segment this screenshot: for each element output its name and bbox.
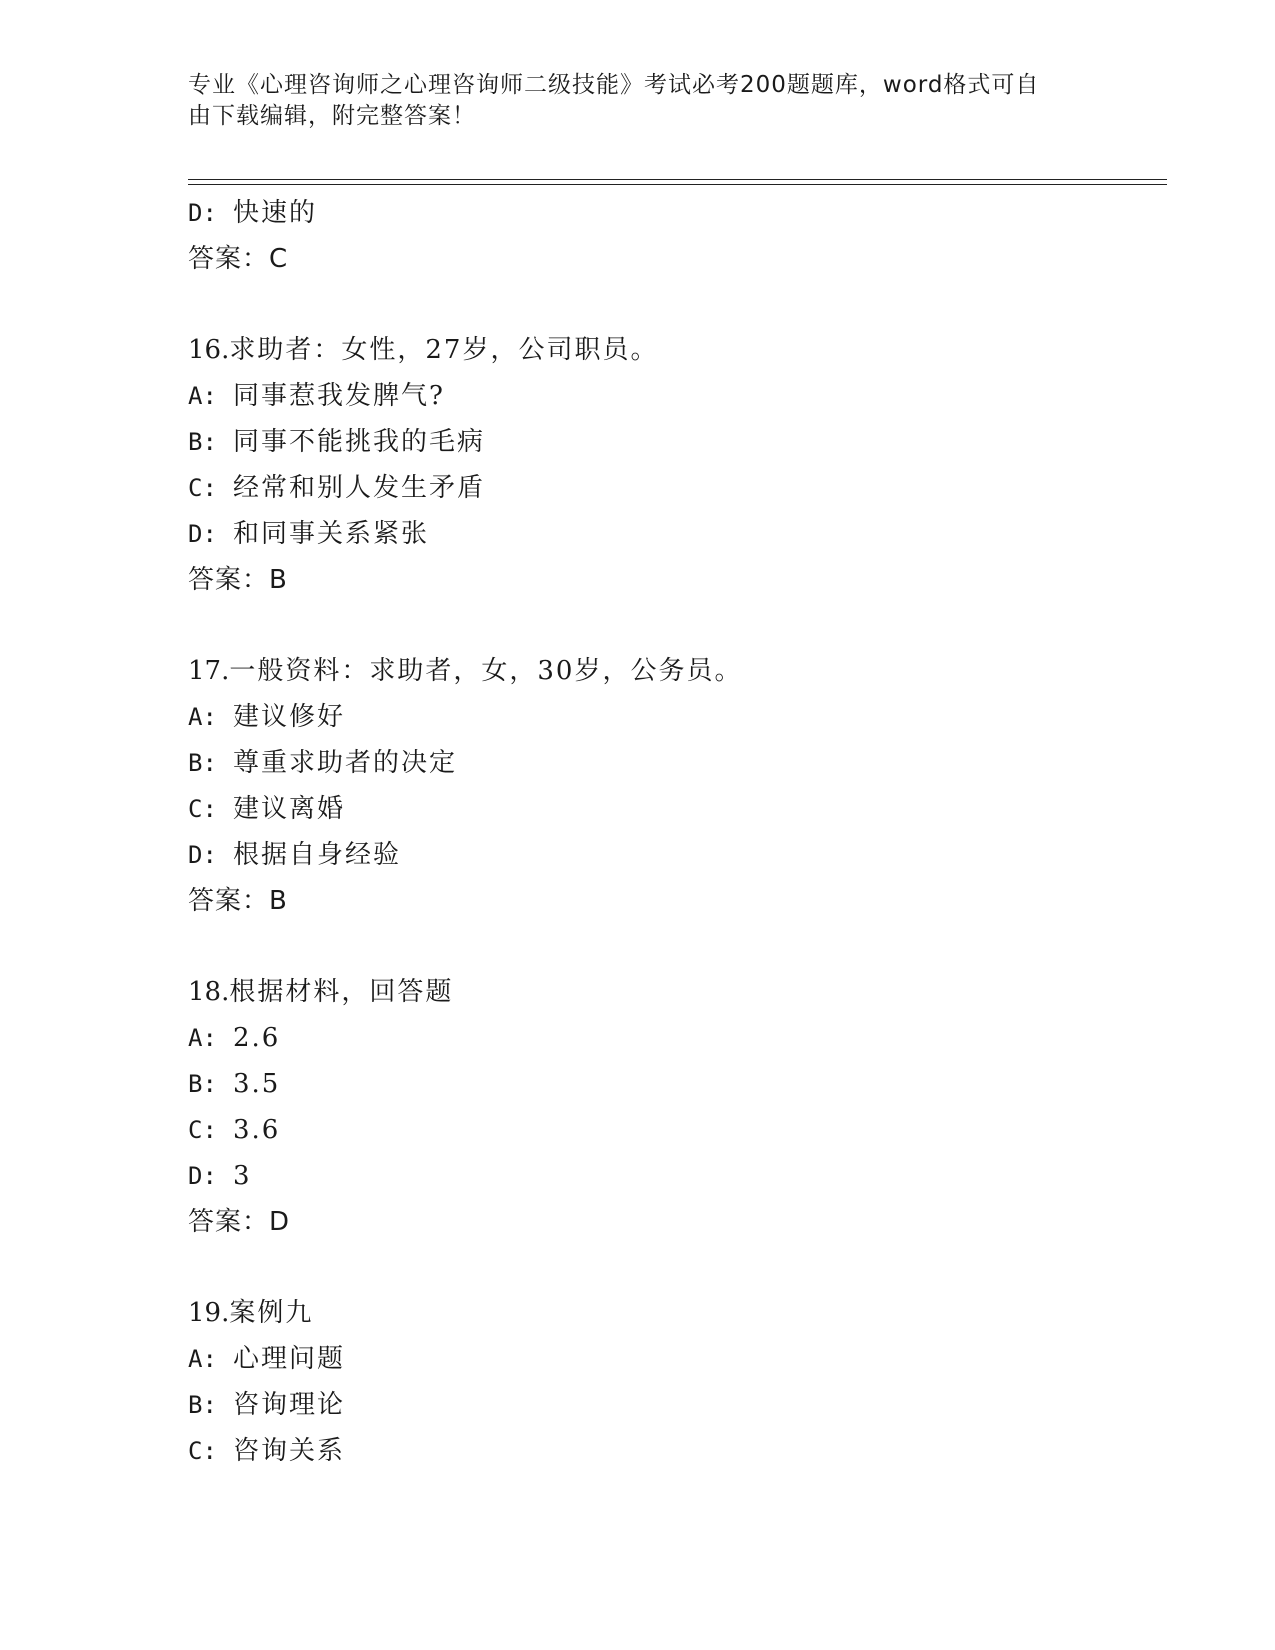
option-d xyxy=(188,190,1168,236)
option-text: 心理问题 xyxy=(233,1344,346,1374)
answer-line: 答案：C xyxy=(188,244,289,274)
option-label: A: xyxy=(188,382,217,410)
spacer xyxy=(188,924,1168,969)
option-c xyxy=(188,1107,1168,1153)
option-label: D: xyxy=(188,1162,217,1190)
option-text: 建议离婚 xyxy=(233,794,346,824)
header-line-2: 由下载编辑，附完整答案！ xyxy=(188,103,476,129)
question-list xyxy=(188,190,1168,1474)
question-text: 根据材料，回答题 xyxy=(229,977,454,1007)
option-label: B: xyxy=(188,749,217,777)
option-text: 和同事关系紧张 xyxy=(233,519,430,549)
question-stem xyxy=(188,327,1168,373)
option-label: B: xyxy=(188,1391,217,1419)
answer-line: 答案：B xyxy=(188,886,288,916)
option-b xyxy=(188,1382,1168,1428)
answer-line: 答案：D xyxy=(188,1207,291,1237)
option-c xyxy=(188,786,1168,832)
option-a xyxy=(188,1336,1168,1382)
option-label: C: xyxy=(188,1437,217,1465)
option-a xyxy=(188,373,1168,419)
option-label: C: xyxy=(188,795,217,823)
option-label: A: xyxy=(188,1345,217,1373)
question-number: 16. xyxy=(188,335,230,365)
option-a xyxy=(188,1015,1168,1061)
option-text: 咨询关系 xyxy=(233,1436,346,1466)
option-b xyxy=(188,419,1168,465)
question-number: 19. xyxy=(188,1298,230,1328)
option-label: C: xyxy=(188,1116,217,1144)
option-label: A: xyxy=(188,1024,217,1052)
option-label: B: xyxy=(188,1070,217,1098)
option-text: 3.5 xyxy=(233,1069,281,1099)
question-block-17 xyxy=(188,648,1168,924)
option-label: B: xyxy=(188,428,217,456)
question-stem xyxy=(188,1290,1168,1336)
question-block-16 xyxy=(188,327,1168,603)
option-label: D: xyxy=(188,841,217,869)
option-label: D: xyxy=(188,520,217,548)
option-text: 经常和别人发生矛盾 xyxy=(233,473,486,503)
option-text: 同事不能挑我的毛病 xyxy=(233,427,486,457)
option-label: A: xyxy=(188,703,217,731)
option-a xyxy=(188,694,1168,740)
option-text: 根据自身经验 xyxy=(233,840,402,870)
option-c xyxy=(188,1428,1168,1474)
question-block-18 xyxy=(188,969,1168,1245)
option-label: C: xyxy=(188,474,217,502)
option-text: 咨询理论 xyxy=(233,1390,346,1420)
option-d xyxy=(188,832,1168,878)
option-text: 3.6 xyxy=(233,1115,281,1145)
option-d xyxy=(188,511,1168,557)
option-text: 同事惹我发脾气? xyxy=(233,381,445,411)
option-text: 建议修好 xyxy=(233,702,346,732)
question-block-15 xyxy=(188,190,1168,282)
option-c xyxy=(188,465,1168,511)
spacer xyxy=(188,603,1168,648)
question-number: 17. xyxy=(188,656,230,686)
question-stem xyxy=(188,648,1168,694)
option-text: 3 xyxy=(233,1161,252,1191)
header-divider-bottom xyxy=(188,184,1167,185)
answer-line: 答案：B xyxy=(188,565,288,595)
option-text: 尊重求助者的决定 xyxy=(233,748,458,778)
question-number: 18. xyxy=(188,977,230,1007)
option-b xyxy=(188,740,1168,786)
option-text: 2.6 xyxy=(233,1023,281,1053)
document-header xyxy=(188,70,1078,132)
option-label: D: xyxy=(188,199,217,227)
header-line-1: 专业《心理咨询师之心理咨询师二级技能》考试必考200题题库，word格式可自 xyxy=(188,72,1040,98)
option-b xyxy=(188,1061,1168,1107)
spacer xyxy=(188,1245,1168,1290)
question-stem xyxy=(188,969,1168,1015)
question-text: 一般资料：求助者，女，30岁，公务员。 xyxy=(229,656,743,686)
question-text: 案例九 xyxy=(229,1298,314,1328)
question-text: 求助者：女性，27岁，公司职员。 xyxy=(229,335,659,365)
option-d xyxy=(188,1153,1168,1199)
header-divider-top xyxy=(188,179,1167,180)
spacer xyxy=(188,282,1168,327)
question-block-19 xyxy=(188,1290,1168,1474)
option-text: 快速的 xyxy=(233,198,318,228)
